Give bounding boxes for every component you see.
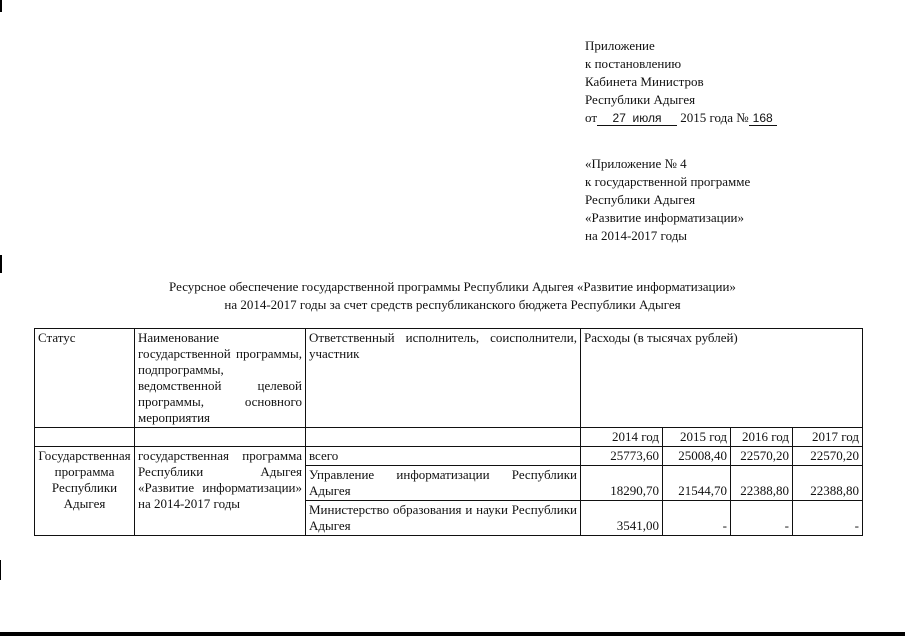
header-expenses: Расходы (в тысячах рублей) — [581, 329, 863, 428]
value-cell: - — [731, 501, 793, 536]
appendix-date-line — [585, 109, 777, 127]
appendix-line: Кабинета Министров — [585, 74, 704, 89]
scan-edge-mark — [0, 255, 2, 273]
resource-table — [34, 328, 863, 536]
value-cell: - — [793, 501, 863, 536]
appendix4-header — [585, 155, 750, 245]
date-fill — [597, 111, 677, 126]
value-cell: 3541,00 — [581, 501, 663, 536]
value-cell: - — [663, 501, 731, 536]
year-2015: 2015 год — [663, 428, 731, 447]
appendix-line: Республики Адыгея — [585, 92, 696, 107]
appendix4-line: «Развитие информатизации» — [585, 210, 745, 225]
executor-cell: Управление информатизации Республики Адыгея — [306, 466, 581, 501]
date-year: 2015 года № — [680, 110, 749, 125]
header-row — [35, 329, 863, 428]
value-cell: 25773,60 — [581, 447, 663, 466]
year-2017: 2017 год — [793, 428, 863, 447]
value-cell: 22570,20 — [731, 447, 793, 466]
appendix4-line: «Приложение № 4 — [585, 156, 687, 171]
value-cell: 22388,80 — [793, 466, 863, 501]
status-cell: Государственная программа Республики Адыгея — [35, 447, 135, 536]
empty-cell — [35, 428, 135, 447]
value-cell: 18290,70 — [581, 466, 663, 501]
appendix4-line: Республики Адыгея — [585, 192, 696, 207]
header-status: Статус — [35, 329, 135, 428]
scan-bottom-edge — [0, 632, 905, 636]
empty-cell — [135, 428, 306, 447]
appendix4-line: к государственной программе — [585, 174, 751, 189]
appendix-line: к постановлению — [585, 56, 682, 71]
document-title — [0, 278, 905, 314]
scan-edge-mark — [0, 560, 1, 580]
header-executor: Ответственный исполнитель, соисполнители, участник — [306, 329, 581, 428]
year-2016: 2016 год — [731, 428, 793, 447]
table-row — [35, 447, 863, 466]
date-day: 27 — [612, 111, 626, 125]
years-row — [35, 428, 863, 447]
scan-edge-mark — [0, 0, 2, 12]
title-line-2: на 2014-2017 годы за счет средств республиканского бюджета Республики Адыгея — [224, 297, 681, 312]
program-name-cell: государственная программа Республики Адыгея «Развитие информатизации» на 2014-2017 годы — [135, 447, 306, 536]
value-cell: 25008,40 — [663, 447, 731, 466]
value-cell: 22388,80 — [731, 466, 793, 501]
empty-cell — [306, 428, 581, 447]
value-cell: 22570,20 — [793, 447, 863, 466]
decree-number: 168 — [749, 111, 777, 126]
appendix-header — [585, 37, 777, 127]
header-name: Наименование государственной программы, подпрограммы, ведомственной целевой программы, основного мероприятия — [135, 329, 306, 428]
year-2014: 2014 год — [581, 428, 663, 447]
executor-cell: Министерство образования и науки Республики Адыгея — [306, 501, 581, 536]
title-line-1: Ресурсное обеспечение государственной программы Республики Адыгея «Развитие информатизации» — [169, 279, 736, 294]
executor-cell: всего — [306, 447, 581, 466]
appendix4-line: на 2014-2017 годы — [585, 228, 688, 243]
appendix-line: Приложение — [585, 38, 655, 53]
date-month: июля — [632, 111, 662, 125]
value-cell: 21544,70 — [663, 466, 731, 501]
date-prefix: от — [585, 110, 598, 125]
